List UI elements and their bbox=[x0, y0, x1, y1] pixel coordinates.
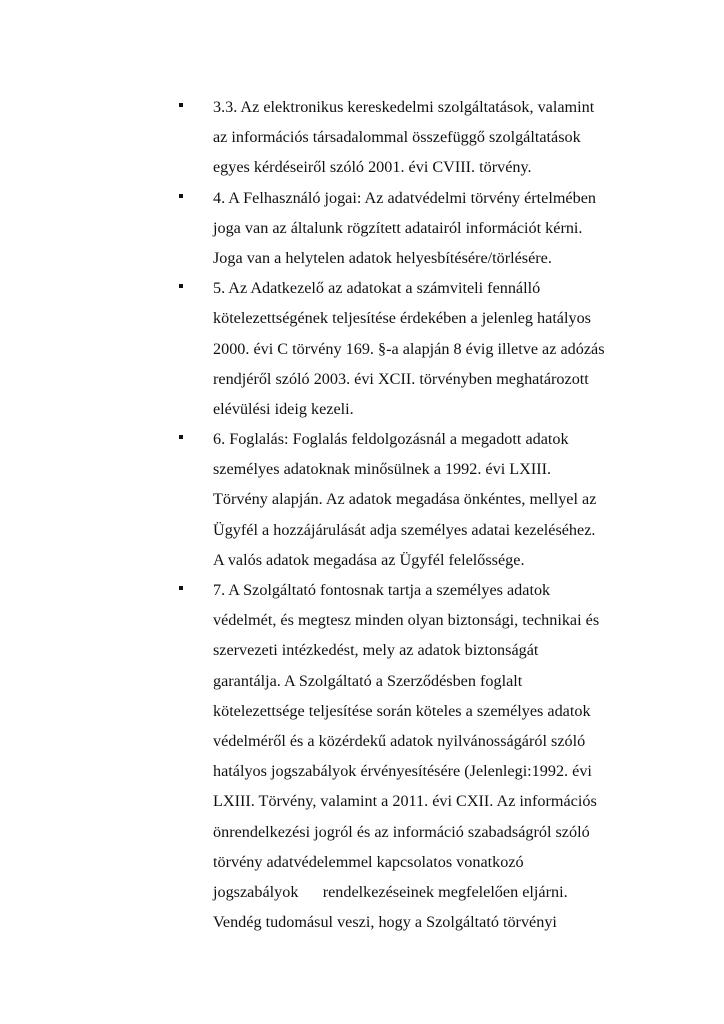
text-line: LXIII. Törvény, valamint a 2011. évi CXII. Az információs bbox=[213, 792, 597, 811]
list-item bbox=[175, 183, 645, 274]
text-line: jogszabályok rendelkezéseinek megfelelően eljárni. bbox=[213, 882, 568, 901]
list-item bbox=[175, 575, 645, 937]
text-line: védelméről és a közérdekű adatok nyilvánosságáról szóló bbox=[213, 731, 586, 750]
square-bullet-icon bbox=[179, 586, 183, 590]
text-line: rendjéről szóló 2003. évi XCII. törvényben meghatározott bbox=[213, 369, 589, 388]
text-line: az információs társadalommal összefüggő szolgáltatások bbox=[213, 128, 581, 147]
square-bullet-icon bbox=[179, 194, 183, 198]
text-line: 5. Az Adatkezelő az adatokat a számviteli fennálló bbox=[213, 279, 541, 298]
text-line: 4. A Felhasználó jogai: Az adatvédelmi törvény értelmében bbox=[213, 188, 596, 207]
list-item bbox=[175, 92, 645, 183]
list-item bbox=[175, 424, 645, 575]
text-line: garantálja. A Szolgáltató a Szerződésben foglalt bbox=[213, 671, 523, 690]
text-line: kötelezettsége teljesítése során köteles a személyes adatok bbox=[213, 701, 591, 720]
list-item bbox=[175, 273, 645, 424]
text-line: Ügyfél a hozzájárulását adja személyes adatai kezeléséhez. bbox=[213, 520, 596, 539]
text-line: elévülési ideig kezeli. bbox=[213, 399, 354, 418]
bullet-list bbox=[175, 92, 645, 937]
text-line: szervezeti intézkedést, mely az adatok biztonságát bbox=[213, 641, 539, 660]
text-line: önrendelkezési jogról és az információ szabadságról szóló bbox=[213, 822, 590, 841]
text-line: 3.3. Az elektronikus kereskedelmi szolgáltatások, valamint bbox=[213, 98, 595, 116]
square-bullet-icon bbox=[179, 435, 183, 439]
text-line: védelmét, és megtesz minden olyan biztonsági, technikai és bbox=[213, 611, 600, 630]
square-bullet-icon bbox=[179, 103, 183, 107]
text-line: Joga van a helytelen adatok helyesbítésére/törlésére. bbox=[213, 248, 552, 267]
text-line: 2000. évi C törvény 169. §-a alapján 8 évig illetve az adózás bbox=[213, 339, 605, 358]
text-line: egyes kérdéseiről szóló 2001. évi CVIII. törvény. bbox=[213, 158, 532, 177]
text-line: 6. Foglalás: Foglalás feldolgozásnál a megadott adatok bbox=[213, 430, 569, 449]
text-line: Vendég tudomásul veszi, hogy a Szolgáltató törvényi bbox=[213, 913, 557, 932]
text-line: törvény adatvédelemmel kapcsolatos vonatkozó bbox=[213, 852, 524, 871]
square-bullet-icon bbox=[179, 284, 183, 288]
text-line: személyes adatoknak minősülnek a 1992. évi LXIII. bbox=[213, 460, 552, 479]
text-line: A valós adatok megadása az Ügyfél felelőssége. bbox=[213, 550, 525, 569]
text-line: Törvény alapján. Az adatok megadása önkéntes, mellyel az bbox=[213, 490, 597, 509]
text-line: kötelezettségének teljesítése érdekében a jelenleg hatályos bbox=[213, 309, 591, 328]
text-line: joga van az általunk rögzített adatairól információt kérni. bbox=[213, 218, 583, 237]
text-line: hatályos jogszabályok érvényesítésére (Jelenlegi:1992. évi bbox=[213, 762, 592, 781]
text-line: 7. A Szolgáltató fontosnak tartja a személyes adatok bbox=[213, 581, 551, 599]
